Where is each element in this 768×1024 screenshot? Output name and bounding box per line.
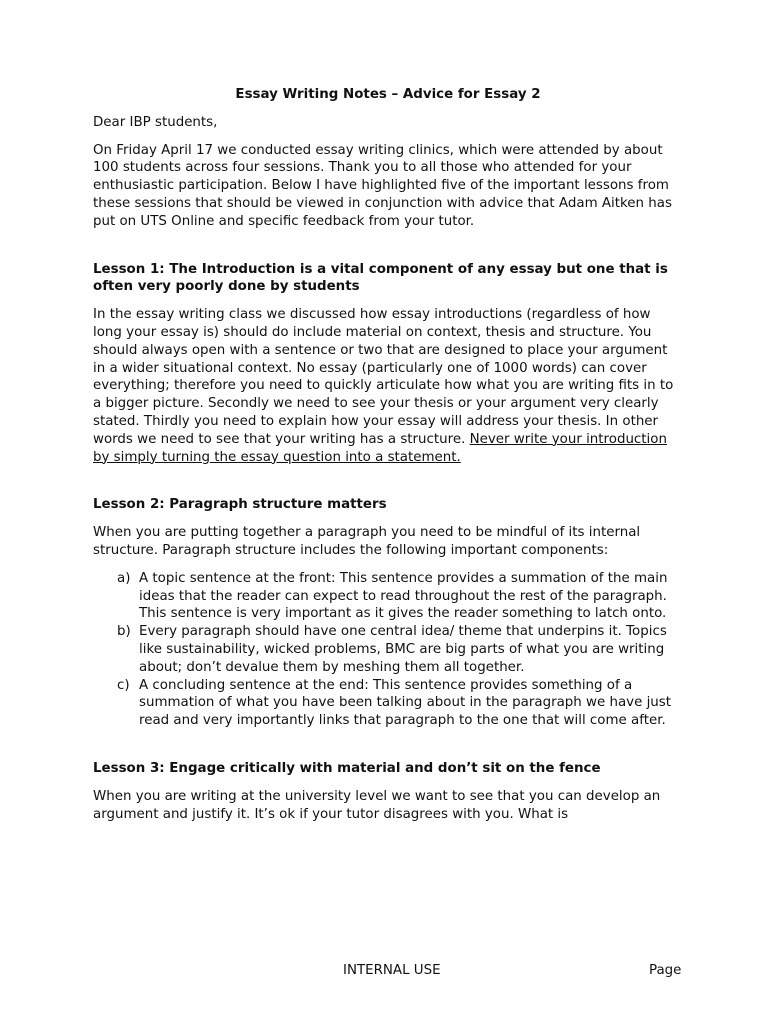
intro-paragraph: On Friday April 17 we conducted essay writing clinics, which were attended by about 100 students across four sessions. Thank you to all those who attended for your enthusiastic participation. Below I have highlighted five of the important lessons from these sessions that should be viewed in conjunction with advice that Adam Aitken has put on UTS Online and specific feedback from your tutor. bbox=[93, 142, 672, 229]
greeting: Dear IBP students, bbox=[93, 114, 218, 130]
lesson-2-list bbox=[93, 570, 683, 730]
list-item bbox=[117, 570, 683, 623]
list-item bbox=[117, 623, 683, 676]
list-item-marker: b) bbox=[117, 624, 131, 640]
list-item-text: A topic sentence at the front: This sentence provides a summation of the main ideas that the reader can expect to read throughout the rest of the paragraph. This sentence is very important as it gives the reader something to latch onto. bbox=[139, 570, 668, 622]
lesson-1-body: In the essay writing class we discussed how essay introductions (regardless of how long your essay is) should do include material on context, thesis and structure. You should always open with a sentence or two that are designed to place your argument in a wider situational context. No essay (particularly one of 1000 words) can cover everything; therefore you need to quickly articulate how what you are writing fits in to a bigger picture. Secondly we need to see your thesis or your argument very clearly stated. Thirdly you need to explain how your essay will address your thesis. In other words we need to see that your writing has a structure. bbox=[93, 307, 674, 447]
lesson-3-paragraph: When you are writing at the university level we want to see that you can develop an argument and justify it. It’s ok if your tutor disagrees with you. What is bbox=[93, 788, 661, 822]
lesson-1-heading: Lesson 1: The Introduction is a vital component of any essay but one that is often very poorly done by students bbox=[93, 261, 668, 295]
lesson-2-heading: Lesson 2: Paragraph structure matters bbox=[93, 497, 387, 513]
lesson-1-paragraph bbox=[93, 306, 683, 466]
lesson-2-paragraph: When you are putting together a paragraph you need to be mindful of its internal structure. Paragraph structure includes the following important components: bbox=[93, 525, 641, 558]
list-item-text: Every paragraph should have one central idea/ theme that underpins it. Topics like sustainability, wicked problems, BMC are big parts of what you are writing about; don’t devalue them by meshing them all together. bbox=[139, 624, 667, 675]
document-title: Essay Writing Notes – Advice for Essay 2 bbox=[235, 87, 541, 102]
list-item bbox=[117, 677, 683, 730]
page-number-label: Page bbox=[649, 963, 682, 978]
list-item-marker: a) bbox=[117, 570, 131, 586]
lesson-1-underlined-advice: Never write your introduction by simply turning the essay question into a statement. bbox=[93, 431, 667, 465]
document-body bbox=[93, 86, 683, 833]
list-item-marker: c) bbox=[117, 677, 130, 693]
lesson-3-heading: Lesson 3: Engage critically with material and don’t sit on the fence bbox=[93, 760, 601, 776]
classification-label: INTERNAL USE bbox=[343, 963, 441, 978]
list-item-text: A concluding sentence at the end: This sentence provides something of a summation of what you have been talking about in the paragraph we have just read and very importantly links that paragraph to the one that will come after. bbox=[139, 677, 672, 729]
